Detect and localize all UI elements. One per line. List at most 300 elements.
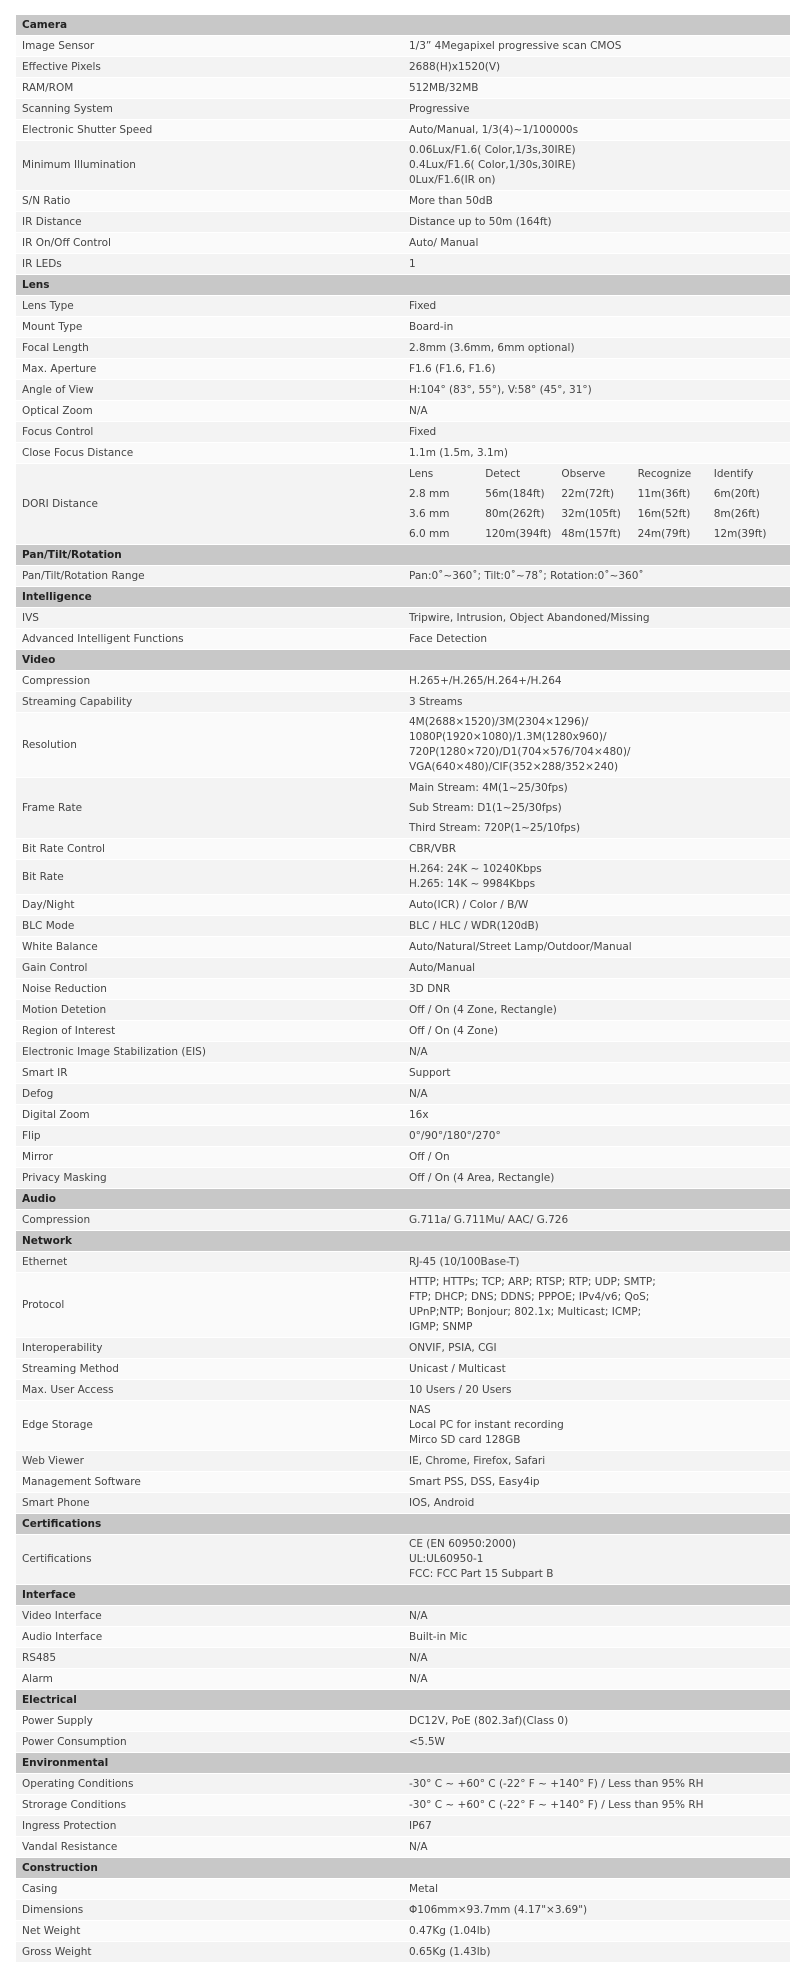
spec-value bbox=[403, 937, 790, 958]
spec-value bbox=[403, 36, 790, 57]
spec-value bbox=[403, 212, 790, 233]
spec-value bbox=[403, 1795, 790, 1816]
spec-value bbox=[403, 99, 790, 120]
spec-label: IVS bbox=[16, 608, 403, 629]
spec-value bbox=[403, 778, 790, 839]
dori-cell: 11m(36ft) bbox=[638, 484, 714, 504]
spec-value-line: Off / On bbox=[409, 1150, 450, 1163]
spec-label: S/N Ratio bbox=[16, 191, 403, 212]
spec-value bbox=[403, 1606, 790, 1627]
section-header-audio bbox=[16, 1189, 790, 1210]
spec-value-line: G.711a/ G.711Mu/ AAC/ G.726 bbox=[409, 1213, 569, 1226]
spec-row-day-night bbox=[16, 895, 790, 916]
spec-value-line: Off / On (4 Area, Rectangle) bbox=[409, 1171, 555, 1184]
spec-value-line: Smart PSS, DSS, Easy4ip bbox=[409, 1475, 540, 1488]
spec-row-alarm bbox=[16, 1669, 790, 1690]
spec-row-ethernet bbox=[16, 1252, 790, 1273]
spec-label: Mount Type bbox=[16, 317, 403, 338]
section-title: Pan/Tilt/Rotation bbox=[16, 545, 790, 566]
spec-value bbox=[403, 1774, 790, 1795]
spec-value bbox=[403, 1126, 790, 1147]
spec-row-blc-mode bbox=[16, 916, 790, 937]
spec-label: Close Focus Distance bbox=[16, 443, 403, 464]
spec-value-line: Mirco SD card 128GB bbox=[409, 1434, 521, 1446]
spec-row-s-n-ratio bbox=[16, 191, 790, 212]
section-header-pan-tilt-rotation bbox=[16, 545, 790, 566]
section-header-camera bbox=[16, 15, 790, 36]
spec-label: Alarm bbox=[16, 1669, 403, 1690]
spec-row-audio-interface bbox=[16, 1627, 790, 1648]
spec-label: Mirror bbox=[16, 1147, 403, 1168]
spec-row-effective-pixels bbox=[16, 57, 790, 78]
spec-label: Defog bbox=[16, 1084, 403, 1105]
spec-row-dori-distance bbox=[16, 464, 790, 545]
spec-value-line: Board-in bbox=[409, 320, 454, 333]
spec-value bbox=[403, 1210, 790, 1231]
spec-row-white-balance bbox=[16, 937, 790, 958]
spec-value-line: Auto/ Manual bbox=[409, 236, 479, 249]
section-header-construction bbox=[16, 1858, 790, 1879]
spec-value bbox=[403, 1816, 790, 1837]
dori-cell: 2.8 mm bbox=[409, 484, 485, 504]
dori-header-cell: Observe bbox=[561, 464, 637, 484]
spec-label: Edge Storage bbox=[16, 1401, 403, 1451]
spec-label: IR LEDs bbox=[16, 254, 403, 275]
spec-row-interoperability bbox=[16, 1338, 790, 1359]
spec-value bbox=[403, 1837, 790, 1858]
spec-row-region-of-interest bbox=[16, 1021, 790, 1042]
spec-row-resolution bbox=[16, 713, 790, 778]
spec-row-smart-phone bbox=[16, 1493, 790, 1514]
spec-value-line: UPnP;NTP; Bonjour; 802.1x; Multicast; ICMP; bbox=[409, 1306, 642, 1318]
spec-value bbox=[403, 422, 790, 443]
spec-label: Dimensions bbox=[16, 1900, 403, 1921]
spec-label: Compression bbox=[16, 1210, 403, 1231]
section-title: Intelligence bbox=[16, 587, 790, 608]
spec-value-line: 2.8mm (3.6mm, 6mm optional) bbox=[409, 341, 575, 354]
spec-value-line: Auto/Manual bbox=[409, 961, 476, 974]
spec-row-edge-storage bbox=[16, 1401, 790, 1451]
section-title: Audio bbox=[16, 1189, 790, 1210]
spec-value-line: IE, Chrome, Firefox, Safari bbox=[409, 1454, 546, 1467]
spec-row-lens-type bbox=[16, 296, 790, 317]
spec-value-line: ONVIF, PSIA, CGI bbox=[409, 1341, 497, 1354]
spec-value bbox=[403, 317, 790, 338]
spec-row-ram-rom bbox=[16, 78, 790, 99]
spec-value bbox=[403, 296, 790, 317]
dori-cell: 8m(26ft) bbox=[714, 504, 790, 524]
spec-value bbox=[403, 380, 790, 401]
spec-row-optical-zoom bbox=[16, 401, 790, 422]
spec-sheet bbox=[16, 15, 790, 1963]
spec-value-line: IOS, Android bbox=[409, 1496, 475, 1509]
dori-header-cell: Detect bbox=[485, 464, 561, 484]
spec-value bbox=[403, 191, 790, 212]
spec-value bbox=[403, 443, 790, 464]
spec-label: Region of Interest bbox=[16, 1021, 403, 1042]
spec-label: Angle of View bbox=[16, 380, 403, 401]
spec-value-line: Support bbox=[409, 1066, 451, 1079]
spec-row-gain-control bbox=[16, 958, 790, 979]
spec-row-rs485 bbox=[16, 1648, 790, 1669]
spec-label: Frame Rate bbox=[16, 778, 403, 839]
spec-label: RAM/ROM bbox=[16, 78, 403, 99]
spec-label: Gross Weight bbox=[16, 1942, 403, 1963]
spec-row-focal-length bbox=[16, 338, 790, 359]
section-header-certifications bbox=[16, 1514, 790, 1535]
spec-value bbox=[403, 1042, 790, 1063]
spec-value bbox=[403, 1359, 790, 1380]
spec-row-smart-ir bbox=[16, 1063, 790, 1084]
spec-value-line: Fixed bbox=[409, 425, 437, 438]
spec-value bbox=[403, 1021, 790, 1042]
dori-cell: 48m(157ft) bbox=[561, 524, 637, 544]
spec-label: Streaming Method bbox=[16, 1359, 403, 1380]
spec-row-flip bbox=[16, 1126, 790, 1147]
spec-value bbox=[403, 1000, 790, 1021]
section-title: Environmental bbox=[16, 1753, 790, 1774]
spec-row-ir-on-off-control bbox=[16, 233, 790, 254]
spec-value-line: 16x bbox=[409, 1108, 429, 1121]
spec-value bbox=[403, 359, 790, 380]
spec-value bbox=[403, 608, 790, 629]
spec-value-line: Tripwire, Intrusion, Object Abandoned/Missing bbox=[409, 611, 650, 624]
spec-label: IR On/Off Control bbox=[16, 233, 403, 254]
spec-label: Minimum Illumination bbox=[16, 141, 403, 191]
section-title: Interface bbox=[16, 1585, 790, 1606]
spec-row-image-sensor bbox=[16, 36, 790, 57]
spec-value bbox=[403, 629, 790, 650]
spec-value bbox=[403, 1147, 790, 1168]
spec-row-certifications bbox=[16, 1535, 790, 1585]
spec-value-line: N/A bbox=[409, 1045, 428, 1058]
spec-label: Advanced Intelligent Functions bbox=[16, 629, 403, 650]
spec-label: Power Supply bbox=[16, 1711, 403, 1732]
section-title: Network bbox=[16, 1231, 790, 1252]
spec-label: Resolution bbox=[16, 713, 403, 778]
spec-value-line: Local PC for instant recording bbox=[409, 1419, 564, 1431]
spec-label: Bit Rate Control bbox=[16, 839, 403, 860]
spec-value bbox=[403, 1669, 790, 1690]
section-header-lens bbox=[16, 275, 790, 296]
spec-row-mount-type bbox=[16, 317, 790, 338]
spec-value-line: More than 50dB bbox=[409, 194, 493, 207]
spec-value bbox=[403, 692, 790, 713]
spec-value-line: -30° C ~ +60° C (-22° F ~ +140° F) / Less than 95% RH bbox=[409, 1798, 704, 1811]
spec-value bbox=[403, 1535, 790, 1585]
spec-label: Smart Phone bbox=[16, 1493, 403, 1514]
section-title: Construction bbox=[16, 1858, 790, 1879]
dori-cell: 16m(52ft) bbox=[638, 504, 714, 524]
spec-value-line: H.265+/H.265/H.264+/H.264 bbox=[409, 674, 562, 687]
spec-label: Streaming Capability bbox=[16, 692, 403, 713]
spec-row-motion-detetion bbox=[16, 1000, 790, 1021]
spec-value-line: Distance up to 50m (164ft) bbox=[409, 215, 552, 228]
spec-value bbox=[403, 1168, 790, 1189]
spec-value bbox=[403, 78, 790, 99]
spec-label: DORI Distance bbox=[16, 464, 403, 545]
spec-row-web-viewer bbox=[16, 1451, 790, 1472]
spec-value bbox=[403, 57, 790, 78]
spec-value bbox=[403, 233, 790, 254]
dori-header-cell: Lens bbox=[409, 464, 485, 484]
spec-value-line: H:104° (83°, 55°), V:58° (45°, 31°) bbox=[409, 383, 592, 396]
spec-row-streaming-method bbox=[16, 1359, 790, 1380]
spec-value-line: 0.65Kg (1.43lb) bbox=[409, 1945, 491, 1958]
spec-value-line: Auto/Manual, 1/3(4)~1/100000s bbox=[409, 123, 579, 136]
spec-row-advanced-intelligent-functions bbox=[16, 629, 790, 650]
spec-value-line: H.265: 14K ~ 9984Kbps bbox=[409, 878, 536, 890]
spec-value bbox=[403, 1084, 790, 1105]
spec-row-electronic-shutter-speed bbox=[16, 120, 790, 141]
spec-row-power-supply bbox=[16, 1711, 790, 1732]
spec-value-line: 1080P(1920×1080)/1.3M(1280x960)/ bbox=[409, 731, 607, 743]
spec-value bbox=[403, 1942, 790, 1963]
spec-value-line: Metal bbox=[409, 1882, 438, 1895]
spec-value-line: 0.4Lux/F1.6( Color,1/30s,30IRE) bbox=[409, 159, 576, 171]
spec-row-ir-distance bbox=[16, 212, 790, 233]
spec-label: Electronic Shutter Speed bbox=[16, 120, 403, 141]
spec-row-close-focus-distance bbox=[16, 443, 790, 464]
spec-value bbox=[403, 1879, 790, 1900]
spec-value-line: Auto(ICR) / Color / B/W bbox=[409, 898, 529, 911]
spec-row-net-weight bbox=[16, 1921, 790, 1942]
spec-value-line: 720P(1280×720)/D1(704×576/704×480)/ bbox=[409, 746, 631, 758]
spec-value-line: Unicast / Multicast bbox=[409, 1362, 506, 1375]
spec-value bbox=[403, 401, 790, 422]
spec-row-angle-of-view bbox=[16, 380, 790, 401]
spec-row-compression bbox=[16, 1210, 790, 1231]
spec-row-ivs bbox=[16, 608, 790, 629]
spec-value-line: N/A bbox=[409, 1651, 428, 1664]
spec-value bbox=[403, 1401, 790, 1451]
spec-label: Bit Rate bbox=[16, 860, 403, 895]
spec-label: Max. User Access bbox=[16, 1380, 403, 1401]
spec-value bbox=[403, 120, 790, 141]
spec-label: Smart IR bbox=[16, 1063, 403, 1084]
spec-label: Casing bbox=[16, 1879, 403, 1900]
section-title: Certifications bbox=[16, 1514, 790, 1535]
spec-label: Noise Reduction bbox=[16, 979, 403, 1000]
spec-label: Image Sensor bbox=[16, 36, 403, 57]
spec-label: Web Viewer bbox=[16, 1451, 403, 1472]
spec-label: Focus Control bbox=[16, 422, 403, 443]
spec-value-line: 10 Users / 20 Users bbox=[409, 1383, 512, 1396]
spec-row-mirror bbox=[16, 1147, 790, 1168]
spec-value-line: Off / On (4 Zone, Rectangle) bbox=[409, 1003, 557, 1016]
dori-table bbox=[409, 464, 790, 544]
spec-label: Operating Conditions bbox=[16, 1774, 403, 1795]
spec-value bbox=[403, 1921, 790, 1942]
spec-label: Effective Pixels bbox=[16, 57, 403, 78]
spec-row-video-interface bbox=[16, 1606, 790, 1627]
spec-value-line: 0.47Kg (1.04lb) bbox=[409, 1924, 491, 1937]
spec-label: Max. Aperture bbox=[16, 359, 403, 380]
spec-value-line: N/A bbox=[409, 404, 428, 417]
spec-row-focus-control bbox=[16, 422, 790, 443]
dori-header-cell: Recognize bbox=[638, 464, 714, 484]
spec-value-line: N/A bbox=[409, 1840, 428, 1853]
spec-value-line: NAS bbox=[409, 1404, 431, 1416]
dori-cell: 120m(394ft) bbox=[485, 524, 561, 544]
spec-label: Compression bbox=[16, 671, 403, 692]
spec-value-line: Φ106mm×93.7mm (4.17"×3.69") bbox=[409, 1903, 588, 1916]
spec-row-dimensions bbox=[16, 1900, 790, 1921]
spec-value bbox=[403, 1338, 790, 1359]
section-header-interface bbox=[16, 1585, 790, 1606]
spec-value-line: 0.06Lux/F1.6( Color,1/3s,30IRE) bbox=[409, 144, 576, 156]
spec-label: Vandal Resistance bbox=[16, 1837, 403, 1858]
spec-value-line: RJ-45 (10/100Base-T) bbox=[409, 1255, 520, 1268]
spec-row-casing bbox=[16, 1879, 790, 1900]
spec-value-line: Progressive bbox=[409, 102, 470, 115]
spec-value-line: Face Detection bbox=[409, 632, 488, 645]
spec-table bbox=[16, 15, 790, 1963]
spec-label: Electronic Image Stabilization (EIS) bbox=[16, 1042, 403, 1063]
spec-value-line: UL:UL60950-1 bbox=[409, 1553, 484, 1565]
spec-value bbox=[403, 1252, 790, 1273]
spec-value bbox=[403, 839, 790, 860]
spec-value-line: CE (EN 60950:2000) bbox=[409, 1538, 516, 1550]
spec-value bbox=[403, 1380, 790, 1401]
spec-row-pan-tilt-rotation-range bbox=[16, 566, 790, 587]
spec-value-line: IGMP; SNMP bbox=[409, 1321, 473, 1333]
spec-row-minimum-illumination bbox=[16, 141, 790, 191]
spec-row-operating-conditions bbox=[16, 1774, 790, 1795]
spec-label: Interoperability bbox=[16, 1338, 403, 1359]
dori-cell: 56m(184ft) bbox=[485, 484, 561, 504]
spec-value-line: DC12V, PoE (802.3af)(Class 0) bbox=[409, 1714, 569, 1727]
spec-row-power-consumption bbox=[16, 1732, 790, 1753]
spec-value bbox=[403, 1105, 790, 1126]
spec-value-line: VGA(640×480)/CIF(352×288/352×240) bbox=[409, 761, 619, 773]
dori-cell: 32m(105ft) bbox=[561, 504, 637, 524]
spec-label: Video Interface bbox=[16, 1606, 403, 1627]
section-header-intelligence bbox=[16, 587, 790, 608]
spec-value bbox=[403, 1451, 790, 1472]
spec-label: Flip bbox=[16, 1126, 403, 1147]
spec-label: IR Distance bbox=[16, 212, 403, 233]
spec-label: Ingress Protection bbox=[16, 1816, 403, 1837]
spec-label: Management Software bbox=[16, 1472, 403, 1493]
spec-value bbox=[403, 566, 790, 587]
dori-cell: 6.0 mm bbox=[409, 524, 485, 544]
spec-value-line: 0Lux/F1.6(IR on) bbox=[409, 174, 496, 186]
spec-value bbox=[403, 979, 790, 1000]
spec-value bbox=[403, 1711, 790, 1732]
spec-label: Day/Night bbox=[16, 895, 403, 916]
spec-value-line: Main Stream: 4M(1~25/30fps) bbox=[409, 782, 568, 794]
spec-label: Protocol bbox=[16, 1273, 403, 1338]
spec-value-line: 1 bbox=[409, 257, 416, 270]
spec-row-defog bbox=[16, 1084, 790, 1105]
spec-label: Gain Control bbox=[16, 958, 403, 979]
spec-row-gross-weight bbox=[16, 1942, 790, 1963]
spec-label: Strorage Conditions bbox=[16, 1795, 403, 1816]
spec-value-line: 512MB/32MB bbox=[409, 81, 479, 94]
spec-value-line: F1.6 (F1.6, F1.6) bbox=[409, 362, 496, 375]
spec-row-ir-leds bbox=[16, 254, 790, 275]
spec-row-max-aperture bbox=[16, 359, 790, 380]
spec-value-line: N/A bbox=[409, 1087, 428, 1100]
spec-row-streaming-capability bbox=[16, 692, 790, 713]
spec-value bbox=[403, 1273, 790, 1338]
section-title: Electrical bbox=[16, 1690, 790, 1711]
spec-row-bit-rate-control bbox=[16, 839, 790, 860]
spec-value-line: H.264: 24K ~ 10240Kbps bbox=[409, 863, 542, 875]
section-header-video bbox=[16, 650, 790, 671]
dori-cell: 3.6 mm bbox=[409, 504, 485, 524]
dori-cell: 24m(79ft) bbox=[638, 524, 714, 544]
dori-row bbox=[409, 524, 790, 544]
spec-row-electronic-image-stabilization-eis bbox=[16, 1042, 790, 1063]
spec-value bbox=[403, 1627, 790, 1648]
spec-value-line: 1.1m (1.5m, 3.1m) bbox=[409, 446, 508, 459]
spec-row-privacy-masking bbox=[16, 1168, 790, 1189]
spec-row-vandal-resistance bbox=[16, 1837, 790, 1858]
spec-row-strorage-conditions bbox=[16, 1795, 790, 1816]
dori-header-cell: Identify bbox=[714, 464, 790, 484]
spec-value-line: Sub Stream: D1(1~25/30fps) bbox=[409, 802, 562, 814]
spec-value bbox=[403, 860, 790, 895]
spec-value-line: N/A bbox=[409, 1609, 428, 1622]
spec-value bbox=[403, 338, 790, 359]
spec-label: Net Weight bbox=[16, 1921, 403, 1942]
spec-label: Optical Zoom bbox=[16, 401, 403, 422]
spec-row-noise-reduction bbox=[16, 979, 790, 1000]
spec-label: Privacy Masking bbox=[16, 1168, 403, 1189]
spec-value-line: 4M(2688×1520)/3M(2304×1296)/ bbox=[409, 716, 589, 728]
spec-value-line: Built-in Mic bbox=[409, 1630, 468, 1643]
section-title: Camera bbox=[16, 15, 790, 36]
spec-value-line: 2688(H)x1520(V) bbox=[409, 60, 501, 73]
dori-cell: 80m(262ft) bbox=[485, 504, 561, 524]
spec-value-line: 3D DNR bbox=[409, 982, 451, 995]
spec-label: Motion Detetion bbox=[16, 1000, 403, 1021]
spec-label: Audio Interface bbox=[16, 1627, 403, 1648]
dori-cell: 6m(20ft) bbox=[714, 484, 790, 504]
spec-label: Certifications bbox=[16, 1535, 403, 1585]
dori-cell: 22m(72ft) bbox=[561, 484, 637, 504]
spec-value bbox=[403, 1063, 790, 1084]
spec-value-line: N/A bbox=[409, 1672, 428, 1685]
spec-row-protocol bbox=[16, 1273, 790, 1338]
spec-value-line: 0°/90°/180°/270° bbox=[409, 1129, 501, 1142]
spec-value-line: CBR/VBR bbox=[409, 842, 457, 855]
dori-row bbox=[409, 504, 790, 524]
dori-cell: 12m(39ft) bbox=[714, 524, 790, 544]
spec-value bbox=[403, 713, 790, 778]
spec-row-ingress-protection bbox=[16, 1816, 790, 1837]
spec-value-line: 1/3” 4Megapixel progressive scan CMOS bbox=[409, 39, 622, 52]
spec-value-line: Third Stream: 720P(1~25/10fps) bbox=[409, 822, 581, 834]
spec-label: White Balance bbox=[16, 937, 403, 958]
section-title: Video bbox=[16, 650, 790, 671]
spec-value-line: -30° C ~ +60° C (-22° F ~ +140° F) / Less than 95% RH bbox=[409, 1777, 704, 1790]
spec-value-line: Auto/Natural/Street Lamp/Outdoor/Manual bbox=[409, 940, 632, 953]
spec-row-compression bbox=[16, 671, 790, 692]
spec-row-bit-rate bbox=[16, 860, 790, 895]
spec-row-frame-rate bbox=[16, 778, 790, 839]
spec-value bbox=[403, 895, 790, 916]
spec-value-line: IP67 bbox=[409, 1819, 432, 1832]
spec-value bbox=[403, 1493, 790, 1514]
spec-label: Lens Type bbox=[16, 296, 403, 317]
spec-row-digital-zoom bbox=[16, 1105, 790, 1126]
dori-row bbox=[409, 484, 790, 504]
section-header-environmental bbox=[16, 1753, 790, 1774]
section-header-electrical bbox=[16, 1690, 790, 1711]
